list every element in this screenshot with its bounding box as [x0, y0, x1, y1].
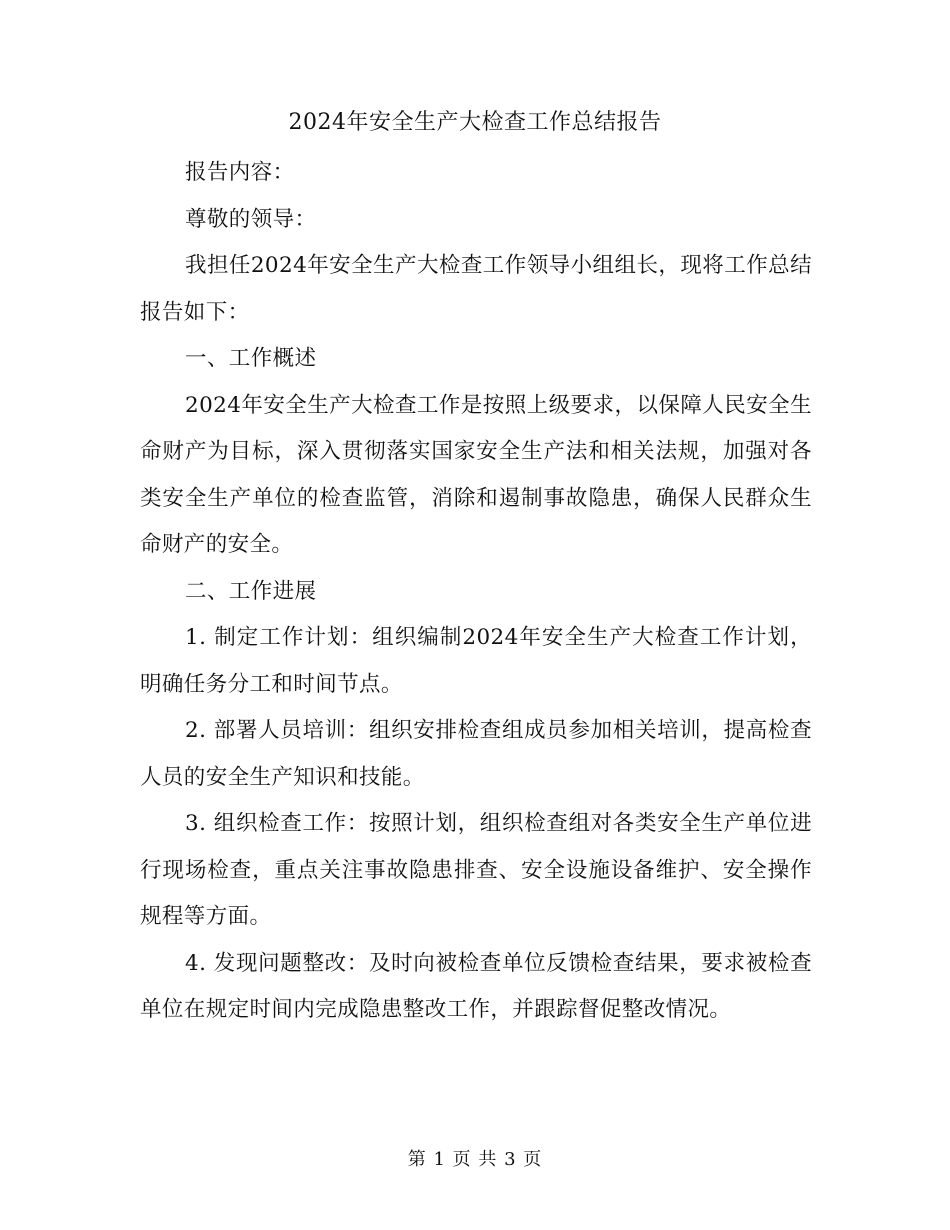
document-body [140, 150, 812, 1034]
paragraph-intro: 我担任2024年安全生产大检查工作领导小组组长，现将工作总结报告如下： [140, 253, 812, 325]
list-item-plan: 1. 制定工作计划：组织编制2024年安全生产大检查工作计划，明确任务分工和时间节点。 [140, 625, 812, 697]
document-title: 2024年安全生产大检查工作总结报告 [288, 110, 662, 135]
list-item-rectification: 4. 发现问题整改：及时向被检查单位反馈检查结果，要求被检查单位在规定时间内完成隐患整改工作，并跟踪督促整改情况。 [140, 950, 812, 1022]
section-heading-overview: 一、工作概述 [185, 346, 317, 371]
section-heading-progress: 二、工作进展 [185, 578, 317, 604]
paragraph-salutation: 尊敬的领导： [185, 206, 317, 232]
paragraph-report-content: 报告内容： [185, 160, 295, 185]
paragraph-overview: 2024年安全生产大检查工作是按照上级要求，以保障人民安全生命财产为目标，深入贯彻落实国家安全生产法和相关法规，加强对各类安全生产单位的检查监管，消除和遏制事故隐患，确保人民群众生命财产的安全。 [140, 392, 812, 557]
page-number: 第 1 页 共 3 页 [407, 1149, 543, 1170]
list-item-training: 2. 部署人员培训：组织安排检查组成员参加相关培训，提高检查人员的安全生产知识和技能。 [140, 718, 812, 790]
list-item-inspection: 3. 组织检查工作：按照计划，组织检查组对各类安全生产单位进行现场检查，重点关注事故隐患排查、安全设施设备维护、安全操作规程等方面。 [140, 811, 812, 929]
